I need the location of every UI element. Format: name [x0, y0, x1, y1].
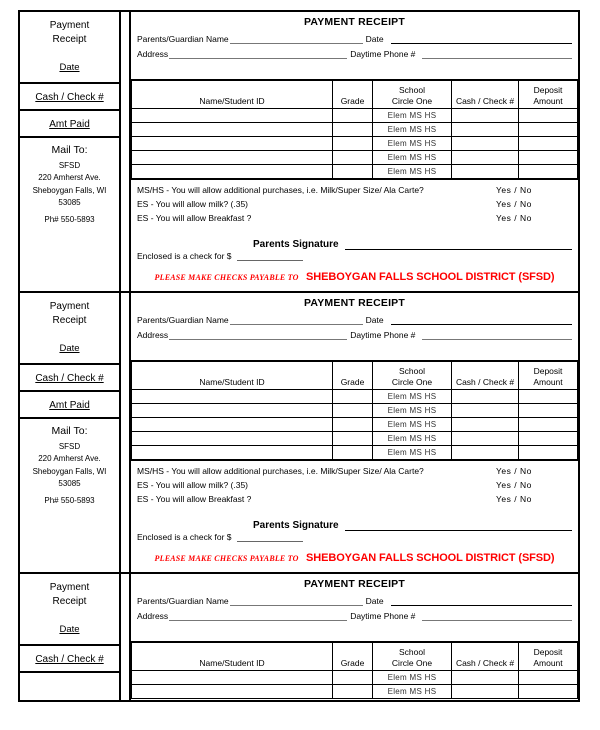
col-cash-check: Cash / Check # — [452, 81, 519, 109]
signature-row — [137, 519, 572, 531]
col-name-student-id: Name/Student ID — [132, 643, 333, 671]
enclosed-check-input[interactable] — [237, 251, 303, 261]
stub-cash-check-cell[interactable] — [20, 365, 119, 392]
cell-grade[interactable] — [333, 432, 373, 446]
cell-name[interactable] — [132, 151, 333, 165]
cell-name[interactable] — [132, 446, 333, 460]
cell-cash-check[interactable] — [452, 404, 519, 418]
col-cash-check: Cash / Check # — [452, 362, 519, 390]
table-row — [132, 446, 578, 460]
signature-input[interactable] — [345, 519, 572, 531]
table-row — [132, 418, 578, 432]
question-row — [137, 197, 572, 211]
cell-school-options[interactable]: Elem MS HS — [373, 418, 452, 432]
cell-deposit[interactable] — [519, 671, 578, 685]
questions-section — [131, 179, 578, 291]
stub-gap-column — [121, 574, 129, 700]
stub-phone: Ph# 550-5893 — [44, 214, 95, 224]
receipt-header — [131, 574, 578, 642]
cell-name[interactable] — [132, 432, 333, 446]
address-row — [137, 610, 572, 622]
receipt-header — [131, 12, 578, 80]
payable-banner — [137, 267, 572, 285]
stub-gap-column — [121, 12, 129, 291]
address-input[interactable] — [169, 49, 347, 59]
stub-mail-to-label: Mail To: — [51, 425, 88, 437]
cell-grade[interactable] — [333, 418, 373, 432]
receipt-block — [18, 574, 580, 702]
date-label: Date — [365, 34, 384, 44]
students-table — [131, 80, 578, 179]
stub-gap-column — [121, 293, 129, 572]
cell-name[interactable] — [132, 123, 333, 137]
stub-cash-check-cell[interactable] — [20, 646, 119, 673]
cell-grade[interactable] — [333, 165, 373, 179]
receipt-block — [18, 10, 580, 293]
col-deposit-amount: Deposit Amount — [519, 643, 578, 671]
enclosed-check-row — [137, 532, 572, 542]
table-header-row — [132, 81, 578, 109]
cell-school-options[interactable]: Elem MS HS — [373, 137, 452, 151]
cell-deposit[interactable] — [519, 446, 578, 460]
cell-school-options[interactable]: Elem MS HS — [373, 390, 452, 404]
stub-cash-check-cell[interactable] — [20, 84, 119, 111]
cell-name[interactable] — [132, 137, 333, 151]
parents-name-label: Parents/Guardian Name — [137, 315, 229, 325]
cell-name[interactable] — [132, 671, 333, 685]
stub-amt-paid-label: Amt Paid — [49, 119, 90, 130]
table-row — [132, 137, 578, 151]
stub-address-line: 53085 — [58, 198, 81, 207]
stub-date-label: Date — [59, 624, 80, 635]
question-yes-no[interactable]: Yes / No — [496, 494, 532, 504]
cell-name[interactable] — [132, 109, 333, 123]
questions-section — [131, 460, 578, 572]
cell-deposit[interactable] — [519, 418, 578, 432]
cell-grade[interactable] — [333, 390, 373, 404]
cell-deposit[interactable] — [519, 404, 578, 418]
stub-address-line: 220 Amherst Ave. — [38, 454, 101, 463]
stub-address-line: 53085 — [58, 479, 81, 488]
cell-school-options[interactable]: Elem MS HS — [373, 671, 452, 685]
stub-address-line: 220 Amherst Ave. — [38, 173, 101, 182]
table-row — [132, 151, 578, 165]
cell-school-options[interactable]: Elem MS HS — [373, 151, 452, 165]
stub-date-label: Date — [59, 62, 80, 73]
daytime-phone-input[interactable] — [422, 49, 572, 59]
table-header-row — [132, 362, 578, 390]
cell-cash-check[interactable] — [452, 685, 519, 699]
stub-title-cell — [20, 574, 119, 646]
cell-deposit[interactable] — [519, 165, 578, 179]
stub-title-cell — [20, 12, 119, 84]
students-table-head — [132, 362, 578, 390]
question-text: ES - You will allow milk? (.35) — [137, 480, 249, 490]
receipt-block — [18, 293, 580, 574]
cell-grade[interactable] — [333, 137, 373, 151]
stub-title-cell — [20, 293, 119, 365]
cell-cash-check[interactable] — [452, 109, 519, 123]
col-deposit-amount: Deposit Amount — [519, 362, 578, 390]
col-deposit-amount: Deposit Amount — [519, 81, 578, 109]
parents-name-row — [137, 33, 572, 45]
payable-banner-district: SHEBOYGAN FALLS SCHOOL DISTRICT (SFSD) — [306, 552, 555, 564]
cell-cash-check[interactable] — [452, 671, 519, 685]
col-name-student-id: Name/Student ID — [132, 81, 333, 109]
enclosed-check-row — [137, 251, 572, 261]
question-text: ES - You will allow Breakfast ? — [137, 494, 252, 504]
cell-deposit[interactable] — [519, 137, 578, 151]
cell-name[interactable] — [132, 418, 333, 432]
date-input[interactable] — [391, 596, 572, 606]
col-grade: Grade — [333, 81, 373, 109]
stub-title-line2: Receipt — [52, 596, 87, 607]
daytime-phone-input[interactable] — [422, 330, 572, 340]
cell-name[interactable] — [132, 390, 333, 404]
question-yes-no[interactable]: Yes / No — [496, 185, 532, 195]
col-school-circle-one: School Circle One — [373, 362, 452, 390]
cell-school-options[interactable]: Elem MS HS — [373, 685, 452, 699]
daytime-phone-label: Daytime Phone # — [350, 330, 416, 340]
stub-mail-to-cell — [20, 138, 119, 291]
cell-deposit[interactable] — [519, 151, 578, 165]
address-input[interactable] — [169, 611, 347, 621]
cell-school-options[interactable]: Elem MS HS — [373, 109, 452, 123]
cell-name[interactable] — [132, 685, 333, 699]
stub-amt-paid-cell[interactable] — [20, 392, 119, 419]
page-title: PAYMENT RECEIPT — [303, 297, 406, 309]
students-table — [131, 361, 578, 460]
cell-grade[interactable] — [333, 685, 373, 699]
cell-name[interactable] — [132, 404, 333, 418]
receipt-main-panel — [129, 293, 580, 572]
stub-amt-paid-label: Amt Paid — [49, 400, 90, 411]
students-table-body — [132, 671, 578, 699]
cell-cash-check[interactable] — [452, 390, 519, 404]
question-text: MS/HS - You will allow additional purchases, i.e. Milk/Super Size/ Ala Carte? — [137, 185, 424, 195]
col-grade: Grade — [333, 362, 373, 390]
stub-date-label: Date — [59, 343, 80, 354]
stub-address-line: Sheboygan Falls, WI — [32, 466, 107, 476]
question-yes-no[interactable]: Yes / No — [496, 466, 532, 476]
question-yes-no[interactable]: Yes / No — [496, 480, 532, 490]
col-cash-check: Cash / Check # — [452, 643, 519, 671]
signature-input[interactable] — [345, 238, 572, 250]
question-row — [137, 492, 572, 506]
stub-amt-paid-cell[interactable] — [20, 111, 119, 138]
signature-label: Parents Signature — [253, 239, 339, 250]
question-row — [137, 464, 572, 478]
col-school-circle-one: School Circle One — [373, 81, 452, 109]
address-label: Address — [137, 611, 169, 621]
cell-grade[interactable] — [333, 123, 373, 137]
signature-label: Parents Signature — [253, 520, 339, 531]
cell-cash-check[interactable] — [452, 418, 519, 432]
students-table — [131, 642, 578, 699]
date-input[interactable] — [391, 34, 572, 44]
parents-name-input[interactable] — [230, 315, 363, 325]
cell-cash-check[interactable] — [452, 151, 519, 165]
receipt-stub — [18, 574, 121, 700]
cell-deposit[interactable] — [519, 109, 578, 123]
stub-cash-check-label: Cash / Check # — [35, 92, 104, 103]
students-table-body — [132, 390, 578, 460]
stub-title-line1: Payment — [49, 301, 90, 312]
stub-title-line2: Receipt — [52, 34, 87, 45]
cell-grade[interactable] — [333, 151, 373, 165]
students-table-head — [132, 81, 578, 109]
address-label: Address — [137, 330, 169, 340]
parents-name-label: Parents/Guardian Name — [137, 34, 229, 44]
stub-address-line: Sheboygan Falls, WI — [32, 185, 107, 195]
cell-cash-check[interactable] — [452, 432, 519, 446]
address-row — [137, 329, 572, 341]
table-row — [132, 165, 578, 179]
parents-name-label: Parents/Guardian Name — [137, 596, 229, 606]
col-grade: Grade — [333, 643, 373, 671]
address-label: Address — [137, 49, 169, 59]
stub-amt-paid-cell[interactable] — [20, 673, 119, 700]
table-row — [132, 432, 578, 446]
question-text: ES - You will allow milk? (.35) — [137, 199, 249, 209]
parents-name-row — [137, 314, 572, 326]
cell-cash-check[interactable] — [452, 137, 519, 151]
cell-school-options[interactable]: Elem MS HS — [373, 404, 452, 418]
stub-title-line1: Payment — [49, 20, 90, 31]
question-yes-no[interactable]: Yes / No — [496, 199, 532, 209]
cell-cash-check[interactable] — [452, 446, 519, 460]
daytime-phone-label: Daytime Phone # — [350, 49, 416, 59]
receipt-main-panel — [129, 574, 580, 700]
cell-school-options[interactable]: Elem MS HS — [373, 432, 452, 446]
stub-title-line1: Payment — [49, 582, 90, 593]
receipt-main-panel — [129, 12, 580, 291]
parents-name-input[interactable] — [230, 34, 363, 44]
payable-banner-prefix: PLEASE MAKE CHECKS PAYABLE TO — [154, 554, 299, 563]
receipt-header — [131, 293, 578, 361]
enclosed-check-input[interactable] — [237, 532, 303, 542]
question-text: MS/HS - You will allow additional purchases, i.e. Milk/Super Size/ Ala Carte? — [137, 466, 424, 476]
stub-title-line2: Receipt — [52, 315, 87, 326]
address-input[interactable] — [169, 330, 347, 340]
daytime-phone-input[interactable] — [422, 611, 572, 621]
payment-receipt-form — [18, 10, 580, 702]
stub-phone: Ph# 550-5893 — [44, 495, 95, 505]
question-row — [137, 478, 572, 492]
parents-name-row — [137, 595, 572, 607]
date-label: Date — [365, 596, 384, 606]
payable-banner — [137, 548, 572, 566]
date-input[interactable] — [391, 315, 572, 325]
stub-cash-check-label: Cash / Check # — [35, 373, 104, 384]
table-row — [132, 390, 578, 404]
cell-school-options[interactable]: Elem MS HS — [373, 123, 452, 137]
date-label: Date — [365, 315, 384, 325]
cell-cash-check[interactable] — [452, 123, 519, 137]
cell-name[interactable] — [132, 165, 333, 179]
cell-school-options[interactable]: Elem MS HS — [373, 446, 452, 460]
stub-address-line: SFSD — [58, 441, 81, 451]
cell-grade[interactable] — [333, 109, 373, 123]
col-name-student-id: Name/Student ID — [132, 362, 333, 390]
stub-cash-check-label: Cash / Check # — [35, 654, 104, 665]
cell-grade[interactable] — [333, 446, 373, 460]
cell-deposit[interactable] — [519, 123, 578, 137]
cell-school-options[interactable]: Elem MS HS — [373, 165, 452, 179]
receipt-stub — [18, 12, 121, 291]
enclosed-check-label: Enclosed is a check for $ — [137, 532, 232, 542]
students-table-body — [132, 109, 578, 179]
question-text: ES - You will allow Breakfast ? — [137, 213, 252, 223]
stub-mail-to-cell — [20, 419, 119, 572]
stub-address-line: SFSD — [58, 160, 81, 170]
cell-cash-check[interactable] — [452, 165, 519, 179]
payable-banner-prefix: PLEASE MAKE CHECKS PAYABLE TO — [154, 273, 299, 282]
table-header-row — [132, 643, 578, 671]
receipt-stub — [18, 293, 121, 572]
signature-row — [137, 238, 572, 250]
table-row — [132, 123, 578, 137]
question-row — [137, 183, 572, 197]
enclosed-check-label: Enclosed is a check for $ — [137, 251, 232, 261]
table-row — [132, 109, 578, 123]
cell-deposit[interactable] — [519, 432, 578, 446]
question-yes-no[interactable]: Yes / No — [496, 213, 532, 223]
students-table-head — [132, 643, 578, 671]
table-row — [132, 671, 578, 685]
page-title: PAYMENT RECEIPT — [303, 578, 406, 590]
table-row — [132, 685, 578, 699]
stub-mail-to-label: Mail To: — [51, 144, 88, 156]
table-row — [132, 404, 578, 418]
page-title: PAYMENT RECEIPT — [303, 16, 406, 28]
cell-grade[interactable] — [333, 404, 373, 418]
col-school-circle-one: School Circle One — [373, 643, 452, 671]
cell-deposit[interactable] — [519, 390, 578, 404]
daytime-phone-label: Daytime Phone # — [350, 611, 416, 621]
address-row — [137, 48, 572, 60]
question-row — [137, 211, 572, 225]
parents-name-input[interactable] — [230, 596, 363, 606]
payable-banner-district: SHEBOYGAN FALLS SCHOOL DISTRICT (SFSD) — [306, 271, 555, 283]
cell-grade[interactable] — [333, 671, 373, 685]
cell-deposit[interactable] — [519, 685, 578, 699]
